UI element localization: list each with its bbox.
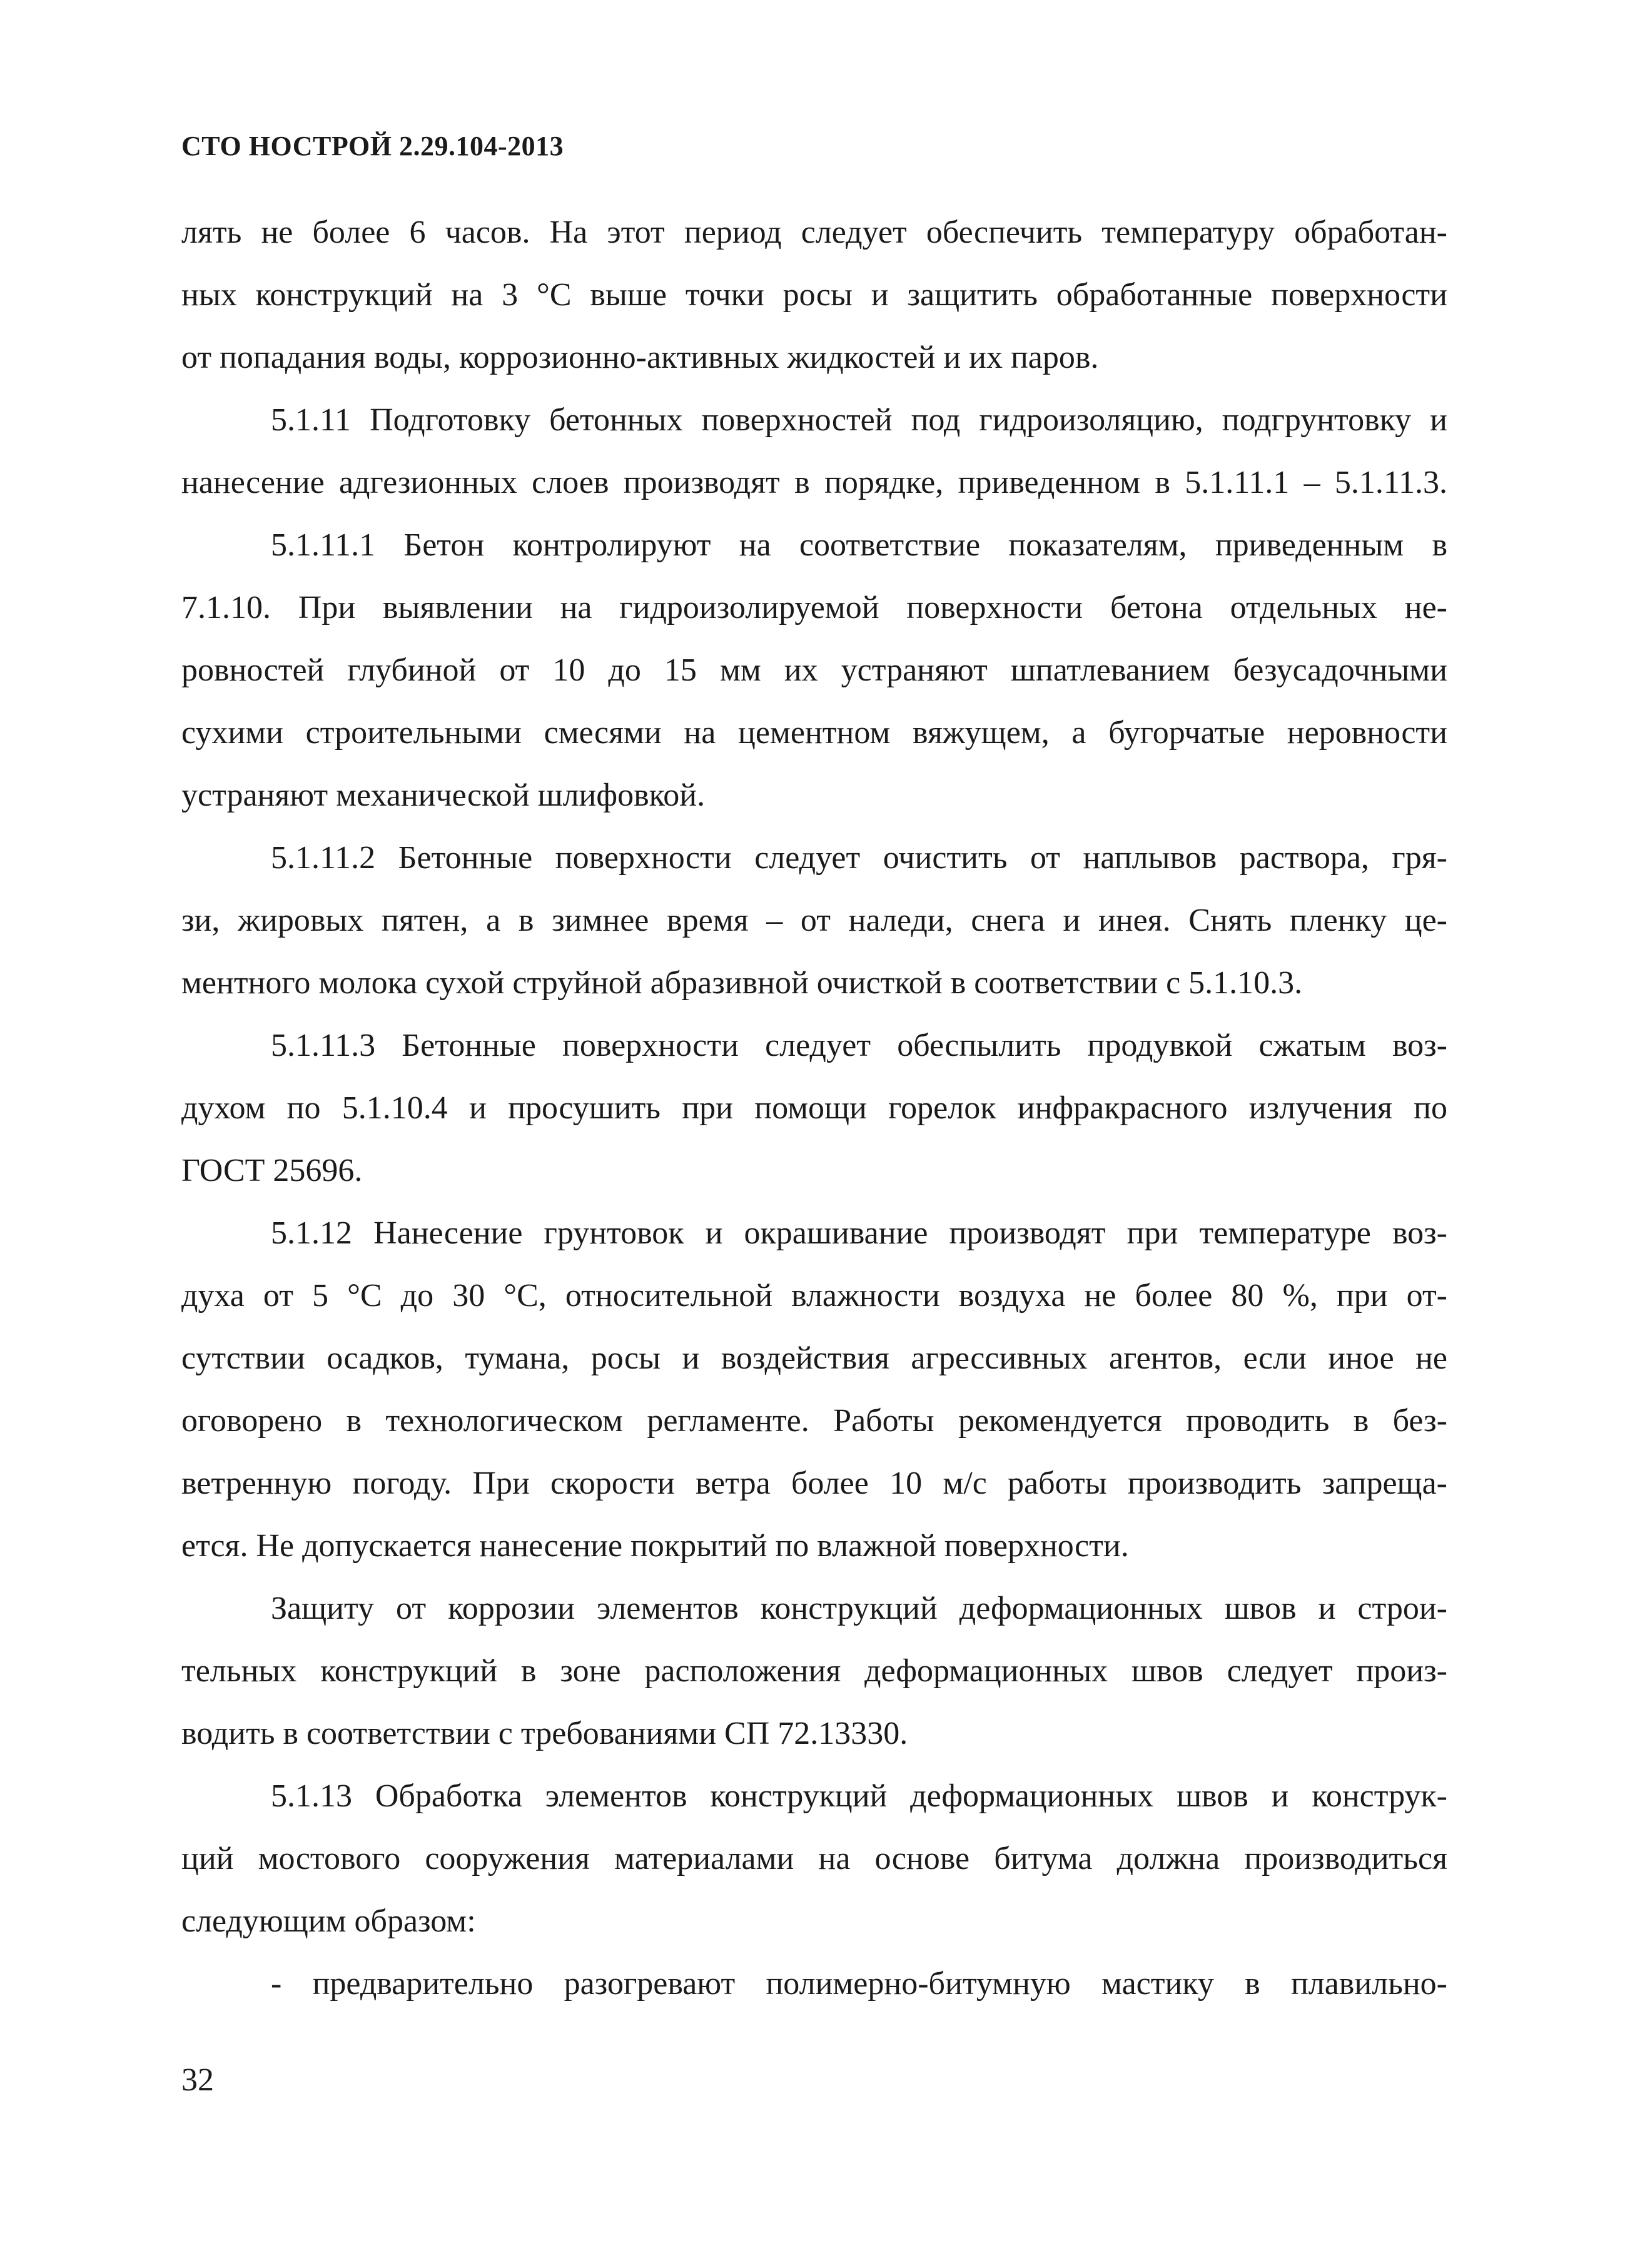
paragraph-start-line: 5.1.11.3 Бетонные поверхности следует обеспылить продувкой сжатым воз-	[271, 1028, 1447, 1063]
paragraph-start-line: 5.1.11.1 Бетон контролируют на соответствие показателям, приведенным в	[271, 527, 1447, 563]
text-line: сутствии осадков, тумана, росы и воздействия агрессивных агентов, если иное не	[181, 1340, 1447, 1376]
text-line: устраняют механической шлифовкой.	[181, 777, 706, 813]
text-line: ГОСТ 25696.	[181, 1153, 363, 1188]
list-item-line: - предварительно разогревают полимерно-битумную мастику в плавильно-	[271, 1966, 1447, 2002]
text-line: зи, жировых пятен, а в зимнее время – от наледи, снега и инея. Снять пленку це-	[181, 903, 1447, 938]
text-line: ровностей глубиной от 10 до 15 мм их устраняют шпатлеванием безусадочными	[181, 652, 1447, 688]
text-line: ций мостового сооружения материалами на основе битума должна производиться	[181, 1841, 1447, 1876]
text-line: лять не более 6 часов. На этот период следует обеспечить температуру обработан-	[181, 215, 1447, 250]
document-header: СТО НОСТРОЙ 2.29.104-2013	[181, 131, 564, 161]
text-line: ветренную погоду. При скорости ветра более 10 м/с работы производить запреща-	[181, 1466, 1447, 1501]
text-line: водить в соответствии с требованиями СП 72.13330.	[181, 1716, 908, 1751]
text-line: от попадания воды, коррозионно-активных жидкостей и их паров.	[181, 340, 1099, 375]
text-line: ментного молока сухой струйной абразивной очисткой в соответствии с 5.1.10.3.	[181, 965, 1303, 1001]
text-line: тельных конструкций в зоне расположения деформационных швов следует произ-	[181, 1653, 1447, 1689]
text-line: духа от 5 °С до 30 °С, относительной влажности воздуха не более 80 %, при от-	[181, 1278, 1447, 1314]
paragraph-start-line: 5.1.12 Нанесение грунтовок и окрашивание производят при температуре воз-	[271, 1215, 1447, 1251]
paragraph-start-line: 5.1.11 Подготовку бетонных поверхностей под гидроизоляцию, подгрунтовку и	[271, 402, 1447, 438]
text-line: ных конструкций на 3 °С выше точки росы и защитить обработанные поверхности	[181, 277, 1447, 313]
text-line: оговорено в технологическом регламенте. Работы рекомендуется проводить в без-	[181, 1403, 1447, 1439]
page-number: 32	[181, 2062, 214, 2098]
text-line: сухими строительными смесями на цементном вяжущем, а бугорчатые неровности	[181, 715, 1447, 751]
text-line: нанесение адгезионных слоев производят в порядке, приведенном в 5.1.11.1 – 5.1.11.3.	[181, 465, 1447, 500]
text-line: следующим образом:	[181, 1903, 476, 1939]
paragraph-start-line: 5.1.13 Обработка элементов конструкций деформационных швов и конструк-	[271, 1778, 1447, 1814]
text-line: 7.1.10. При выявлении на гидроизолируемой поверхности бетона отдельных не-	[181, 590, 1447, 625]
paragraph-start-line: Защиту от коррозии элементов конструкций деформационных швов и строи-	[271, 1591, 1447, 1626]
text-line: ется. Не допускается нанесение покрытий по влажной поверхности.	[181, 1528, 1129, 1564]
text-line: духом по 5.1.10.4 и просушить при помощи горелок инфракрасного излучения по	[181, 1090, 1447, 1126]
paragraph-start-line: 5.1.11.2 Бетонные поверхности следует очистить от наплывов раствора, гря-	[271, 840, 1447, 876]
document-body	[181, 201, 1447, 2015]
